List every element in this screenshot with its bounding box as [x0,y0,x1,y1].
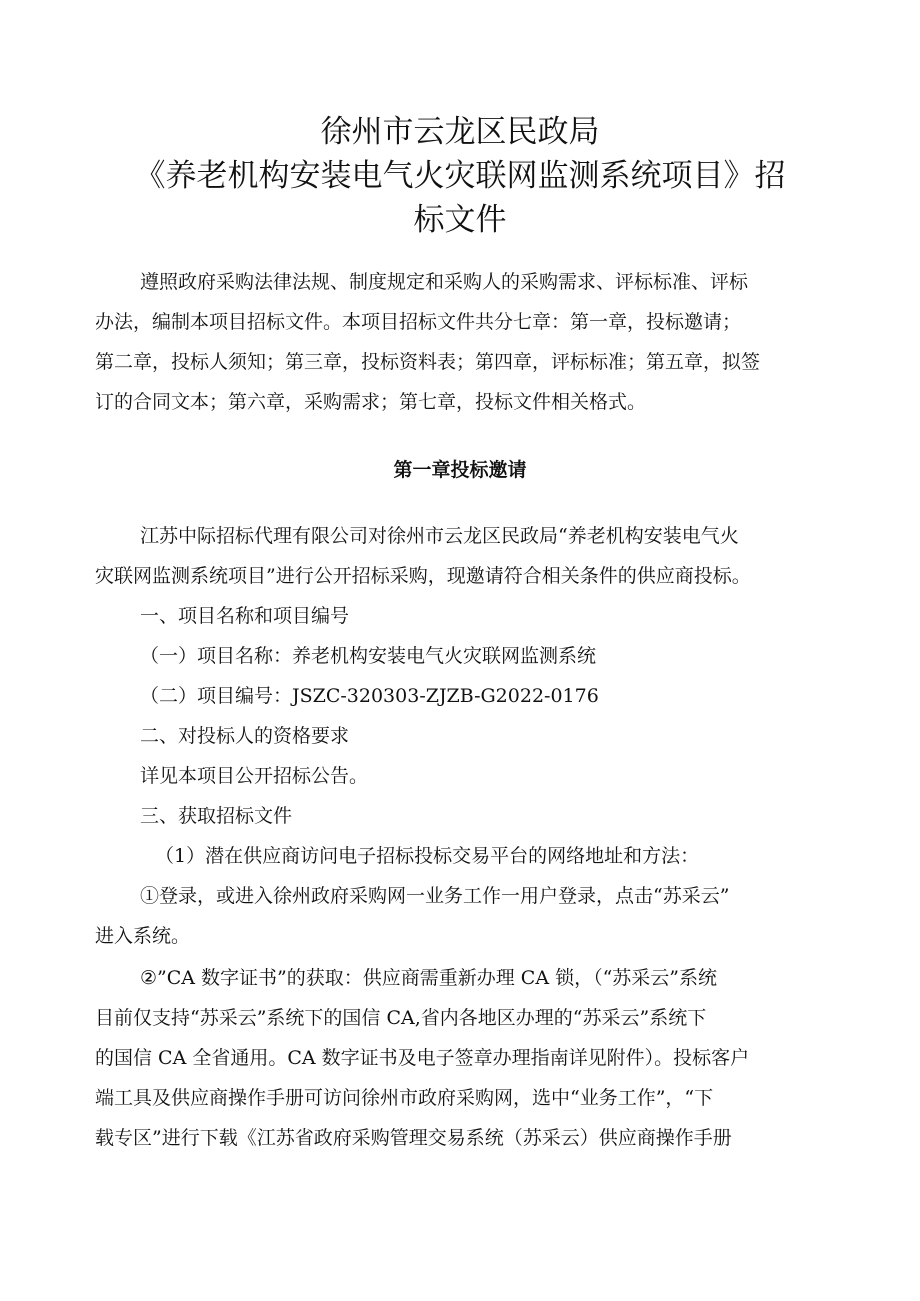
item-list [95,596,830,876]
chapter-heading: 第一章投标邀请 [393,459,527,481]
invitation-paragraph [95,516,830,596]
text-line: 的国信 CA 全省通用。CA 数字证书及电子签章办理指南详见附件）。投标客户 [95,1047,750,1069]
section-item: 三、获取招标文件 [140,805,293,827]
section-item: 二、对投标人的资格要求 [140,725,350,747]
text-line: 端工具及供应商操作手册可访问徐州市政府采购网，选中“业务工作”，“下 [95,1087,714,1109]
text-line: 遵照政府采购法律法规、制度规定和采购人的采购需求、评标标准、评标 [140,271,749,293]
title-line: 《养老机构安装电气火灾联网监测系统项目》招 [134,158,786,194]
title-line: 徐州市云龙区民政局 [320,114,600,150]
section-item: （二）项目编号：JSZC-320303-ZJZB-G2022-0176 [140,685,599,707]
text-line: 江苏中际招标代理有限公司对徐州市云龙区民政局“养老机构安装电气火 [140,525,739,547]
text-line: 办法，编制本项目招标文件。本项目招标文件共分七章：第一章，投标邀请； [95,311,742,333]
text-line: 灾联网监测系统项目”进行公开招标采购，现邀请符合相关条件的供应商投标。 [95,565,751,587]
section-item: （一）项目名称：养老机构安装电气火灾联网监测系统 [140,645,597,667]
text-line: 第二章，投标人须知；第三章，投标资料表；第四章，评标标准；第五章，拟签 [95,351,761,373]
text-line: 订的合同文本；第六章，采购需求；第七章，投标文件相关格式。 [95,391,647,413]
intro-paragraph [95,262,830,422]
text-line: 载专区”进行下载《江苏省政府采购管理交易系统（苏采云）供应商操作手册 [95,1127,732,1149]
text-line: 进入系统。 [95,925,191,947]
section-item: 详见本项目公开招标公告。 [140,765,369,787]
section-item: 一、项目名称和项目编号 [140,605,350,627]
ca-paragraph [95,958,830,1158]
text-line: ①登录，或进入徐州政府采购网一业务工作一用户登录，点击“苏采云” [140,885,730,907]
login-paragraph [95,876,830,956]
text-line: ②”CA 数字证书”的获取：供应商需重新办理 CA 锁，（“苏采云”系统 [140,967,718,989]
text-line: 目前仅支持“苏采云”系统下的国信 CA,省内各地区办理的“苏采云”系统下 [95,1007,707,1029]
title-line: 标文件 [413,202,507,238]
section-item: （1）潜在供应商访问电子招标投标交易平台的网络地址和方法： [155,845,700,867]
document-title [100,110,820,242]
